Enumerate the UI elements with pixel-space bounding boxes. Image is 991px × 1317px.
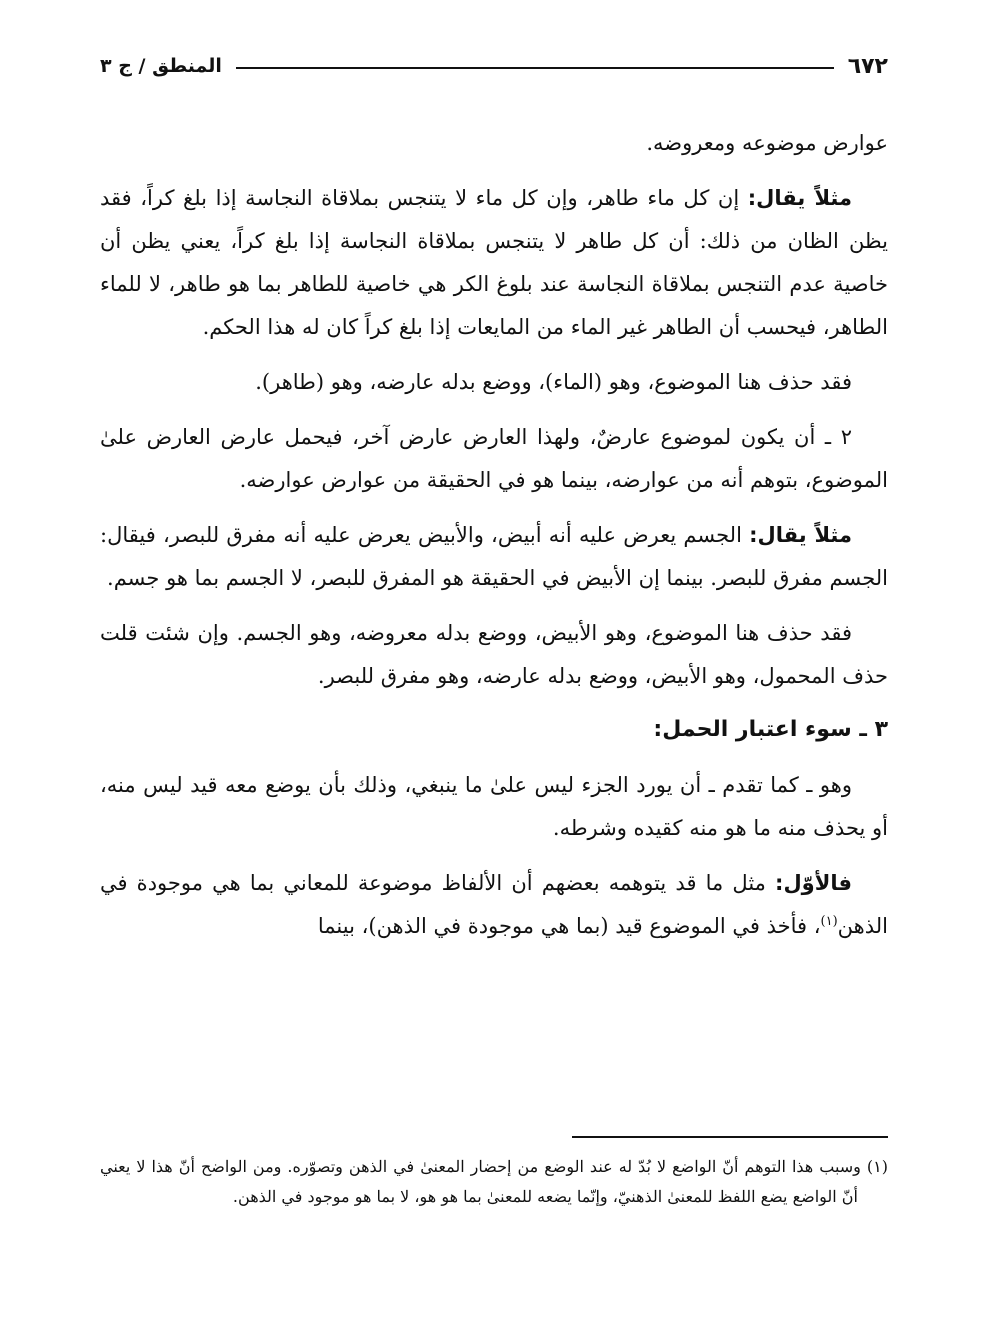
first-lead: فالأوّل:: [775, 871, 852, 895]
book-page: [100, 0, 888, 1317]
footnote-ref: (١): [820, 914, 838, 929]
paragraph-text: إن كل ماء طاهر، وإن كل ماء لا يتنجس بملاقاة النجاسة إذا بلغ كراً، فقد يظن الظان من ذلك: أن كل طاهر لا يتنجس بملاقاة النجاسة إذا بلغ كراً، يعني يظن أن خاصية عدم التنجس بملاقاة النجاسة عند بلوغ الكر هي خاصية للطاهر بما هو طاهر، لا للماء الطاهر، فيحسب أن الطاهر غير الماء من المايعات إذا بلغ كراً كان له هذا الحكم.: [100, 186, 888, 339]
running-header: [100, 48, 888, 84]
page-number: ٦٧٢: [847, 53, 888, 79]
paragraph-text: ، فأخذ في الموضوع قيد (بما هي موجودة في الذهن)، بينما: [317, 914, 821, 938]
paragraph: [100, 177, 888, 349]
example-lead: مثلاً يقال:: [749, 523, 852, 547]
header-rule: [236, 67, 834, 69]
paragraph: وهو ـ كما تقدم ـ أن يورد الجزء ليس علىٰ ما ينبغي، وذلك بأن يوضع معه قيد ليس منه، أو يحذف منه ما هو منه كقيده وشرطه.: [100, 773, 888, 840]
section-heading: ٣ ـ سوء اعتبار الحمل:: [653, 717, 888, 742]
paragraph-text: الجسم يعرض عليه أنه أبيض، والأبيض يعرض عليه أنه مفرق للبصر، فيقال: الجسم مفرق للبصر. بينما إن الأبيض في الحقيقة هو المفرق للبصر، لا الجسم بما هو جسم.: [100, 523, 888, 590]
paragraph-text: مثل ما قد يتوهمه بعضهم أن الألفاظ موضوعة للمعاني بما هي موجودة في الذهن: [100, 871, 888, 938]
paragraph: عوارض موضوعه ومعروضه.: [646, 131, 888, 155]
footnotes: [100, 1152, 888, 1212]
example-lead: مثلاً يقال:: [747, 186, 852, 210]
paragraph: [100, 514, 888, 600]
paragraph: فقد حذف هنا الموضوع، وهو الأبيض، ووضع بدله معروضه، وهو الجسم. وإن شئت قلت حذف المحمول، وهو الأبيض، ووضع بدله عارضه، وهو مفرق للبصر.: [100, 621, 888, 688]
paragraph: ٢ ـ أن يكون لموضوع عارضٌ، ولهذا العارض عارض آخر، فيحمل عارض العارض علىٰ الموضوع، بتوهم أنه من عوارضه، بينما هو في الحقيقة من عوارض عوارضه.: [100, 425, 888, 492]
footnote: (١) وسبب هذا التوهم أنّ الواضع لا بُدّ له عند الوضع من إحضار المعنىٰ في الذهن وتصوّره. ومن الواضح أنّ هذا لا يعني أنّ الواضع يضع اللفظ للمعنىٰ الذهنيّ، وإنّما يضعه للمعنىٰ بما هو هو، لا بما هو موجود في الذهن.: [100, 1157, 888, 1206]
paragraph: [100, 862, 888, 948]
book-title: المنطق / ج ٣: [100, 55, 222, 77]
paragraph: فقد حذف هنا الموضوع، وهو (الماء)، ووضع بدله عارضه، وهو (طاهر).: [255, 370, 852, 394]
main-text: [100, 122, 888, 960]
footnote-rule: [572, 1136, 888, 1138]
